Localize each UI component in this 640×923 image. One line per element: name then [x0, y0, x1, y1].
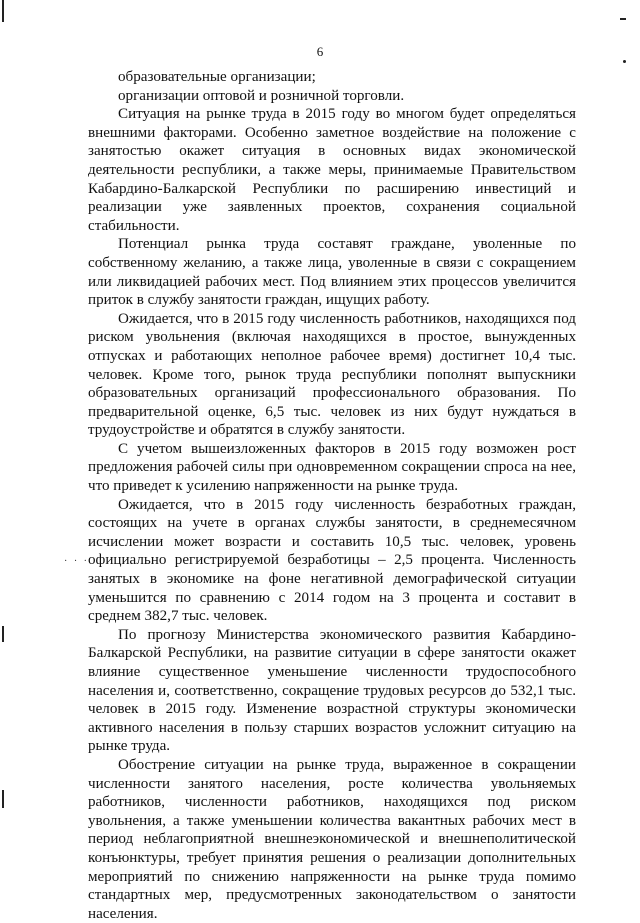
scan-mark	[623, 60, 626, 63]
scan-noise: · · ·	[64, 556, 89, 567]
paragraph: Ожидается, что в 2015 году численность безработных граждан, состоящих на учете в органах службы занятости, в среднемесячном исчислении может возрасти и составить 10,5 тыс. человек, уровень официально регистрируемой безработицы – 2,5 процента. Численность занятых в экономике на фоне негативной демографической ситуации уменьшится по сравнению с 2014 годом на 3 процента и составит в среднем 382,7 тыс. человек.	[88, 496, 576, 625]
scan-mark	[620, 18, 626, 20]
paragraph: По прогнозу Министерства экономического развития Кабардино-Балкарской Республики, на развитие ситуации в сфере занятости окажет влияние существенное уменьшение численности трудоспособного населения и, соответственно, сокращение трудовых ресурсов до 532,1 тыс. человек в 2015 году. Изменение возрастной структуры экономически активного населения в пользу старших возрастов усложнит ситуацию на рынке труда.	[88, 626, 576, 755]
paragraph: Потенциал рынка труда составят граждане, уволенные по собственному желанию, а также лица, уволенные в связи с сокращением или ликвидацией рабочих мест. Под влиянием этих процессов увеличится приток в службу занятости граждан, ищущих работу.	[88, 236, 576, 309]
page-number: 6	[316, 44, 324, 59]
paragraph: С учетом вышеизложенных факторов в 2015 году возможен рост предложения рабочей силы при одновременном сокращении спроса на нее, что приведет к усилению напряженности на рынке труда.	[88, 440, 576, 495]
scan-mark	[2, 790, 4, 808]
scan-mark	[2, 626, 4, 642]
paragraph: Ожидается, что в 2015 году численность работников, находящихся под риском увольнения (включая находящихся в простое, вынужденных отпусках и работающих неполное рабочее время) достигнет 10,4 тыс. человек. Кроме того, рынок труда республики пополнят выпускники образовательных организаций профессионального образования. По предварительной оценке, 6,5 тыс. человек из них будут нуждаться в трудоустройстве и обратятся в службу занятости.	[88, 310, 576, 439]
scan-mark	[2, 0, 4, 22]
paragraph: организации оптовой и розничной торговли.	[118, 87, 405, 104]
document-body	[88, 68, 576, 923]
paragraph: Обострение ситуации на рынке труда, выраженное в сокращении численности занятого населения, росте количества увольняемых работников, численности работников, находящихся под риском увольнения, а также уменьшении количества вакантных рабочих мест в период неблагоприятной внешнеэкономической и внешнеполитической конъюнктуры, требует принятия решения о реализации дополнительных мероприятий по снижению напряженности на рынке труда помимо стандартных мер, предусмотренных законодательством о занятости населения.	[88, 756, 576, 922]
paragraph: Ситуация на рынке труда в 2015 году во многом будет определяться внешними факторами. Особенно заметное воздействие на положение с занятостью окажет ситуация в основных видах экономической деятельности республики, а также меры, принимаемые Правительством Кабардино-Балкарской Республики по расширению инвестиций и реализации уже заявленных проектов, сохранения социальной стабильности.	[88, 106, 576, 234]
paragraph: образовательные организации;	[118, 69, 316, 85]
